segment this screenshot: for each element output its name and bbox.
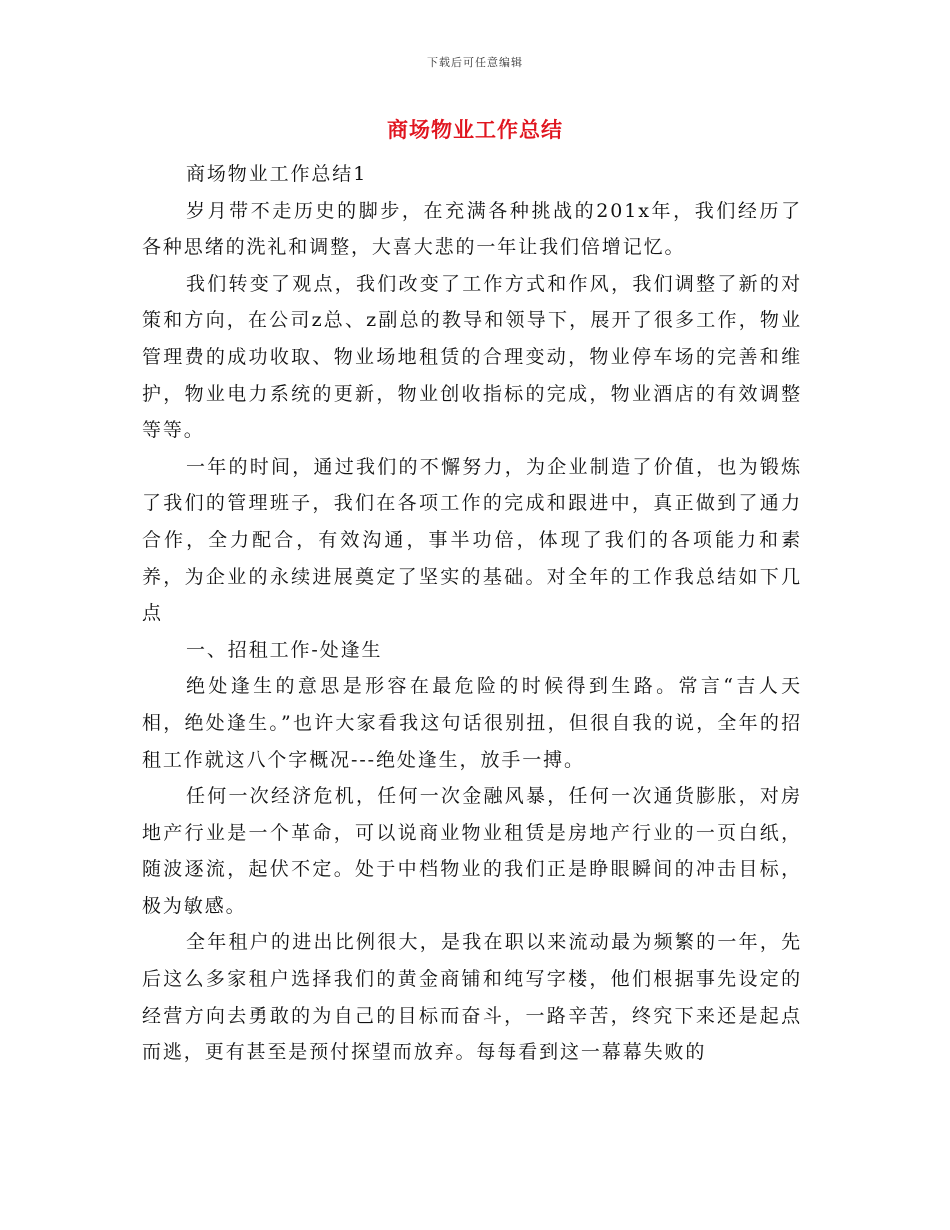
paragraph: 绝处逢生的意思是形容在最危险的时候得到生路。常言“吉人天相，绝处逢生。”也许大家看我这句话很别扭，但很自我的说，全年的招租工作就这八个字概况---绝处逢生，放手一搏。 [142,675,802,771]
paragraph: 任何一次经济危机，任何一次金融风暴，任何一次通货膨胀，对房地产行业是一个革命，可以说商业物业租赁是房地产行业的一页白纸，随波逐流，起伏不定。处于中档物业的我们正是睁眼瞬间的冲击目标，极为敏感。 [142,785,802,917]
document-title: 商场物业工作总结 [387,118,563,142]
paragraph: 全年租户的进出比例很大，是我在职以来流动最为频繁的一年，先后这么多家租户选择我们的黄金商铺和纯写字楼，他们根据事先设定的经营方向去勇敢的为自己的目标而奋斗，一路辛苦，终究下来还是起点而逃，更有甚至是预付探望而放弃。每每看到这一幕幕失败的 [142,931,802,1064]
paragraph-section-heading: 商场物业工作总结1 [186,163,368,185]
paragraph-subheading: 一、招租工作-处逢生 [186,638,383,661]
header-note: 下载后可任意编辑 [427,56,523,69]
paragraph: 我们转变了观点，我们改变了工作方式和作风，我们调整了新的对策和方向，在公司z总、z副总的教导和领导下，展开了很多工作，物业管理费的成功收取、物业场地租赁的合理变动，物业停车场的完善和维护，物业电力系统的更新，物业创收指标的完成，物业酒店的有效调整等等。 [142,272,802,442]
paragraph: 岁月带不走历史的脚步，在充满各种挑战的201x年，我们经历了各种思绪的洗礼和调整，大喜大悲的一年让我们倍增记忆。 [142,199,802,259]
paragraph: 一年的时间，通过我们的不懈努力，为企业制造了价值，也为锻炼了我们的管理班子，我们在各项工作的完成和跟进中，真正做到了通力合作，全力配合，有效沟通，事半功倍，体现了我们的各项能力和素养，为企业的永续进展奠定了坚实的基础。对全年的工作我总结如下几点 [142,455,802,625]
document-body [142,156,802,1071]
